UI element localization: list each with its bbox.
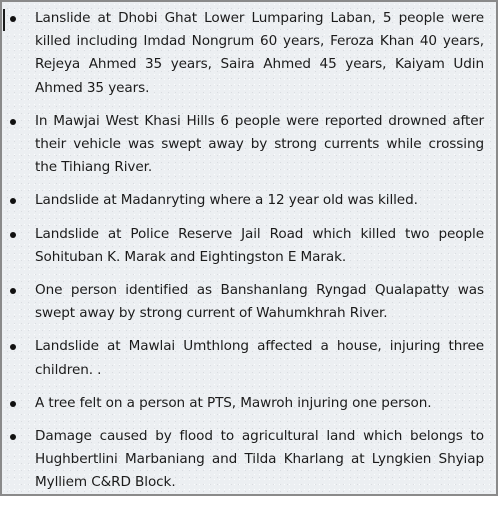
list-item-text: Landslide at Police Reserve Jail Road which killed two people Sohituban K. Marak and Eightingston E Marak. [35, 225, 484, 265]
list-item [2, 7, 496, 100]
list-item-text: Damage caused by flood to agricultural land which belongs to Hughbertlini Marbaniang and Tilda Kharlang at Lyngkien Shyiap Mylliem C&RD Block. [35, 428, 484, 491]
list-item-text: Landslide at Madanryting where a 12 year old was killed. [35, 192, 418, 209]
bullet-icon [10, 198, 16, 204]
list-item [2, 110, 496, 180]
bullet-icon [10, 288, 16, 294]
bullet-icon [10, 119, 16, 125]
list-item [2, 335, 496, 381]
bullet-icon [10, 232, 16, 238]
list-item-text: In Mawjai West Khasi Hills 6 people were reported drowned after their vehicle was swept away by strong currents while crossing the Tihiang River. [35, 112, 484, 176]
list-item [2, 425, 496, 495]
list-item [2, 223, 496, 269]
list-item [2, 189, 496, 212]
list-item-text: Lanslide at Dhobi Ghat Lower Lumparing Laban, 5 people were killed including Imdad Nongrum 60 years, Feroza Khan 40 years, Rejeya Ahmed 35 years, Saira Ahmed 45 years, Kaiyam Udin Ahmed 35 years. [35, 10, 484, 96]
bullet-icon [10, 434, 16, 440]
incident-bullet-list [2, 7, 496, 505]
list-item-text: Landslide at Mawlai Umthlong affected a house, injuring three children. . [35, 338, 484, 378]
list-item-text: One person identified as Banshanlang Ryngad Qualapatty was swept away by strong current of Wahumkhrah River. [35, 282, 484, 322]
bullet-icon [10, 401, 16, 407]
list-item-text: A tree felt on a person at PTS, Mawroh injuring one person. [35, 394, 432, 411]
bullet-icon [10, 344, 16, 350]
list-item [2, 279, 496, 325]
list-item [2, 392, 496, 415]
bullet-icon [10, 16, 16, 22]
